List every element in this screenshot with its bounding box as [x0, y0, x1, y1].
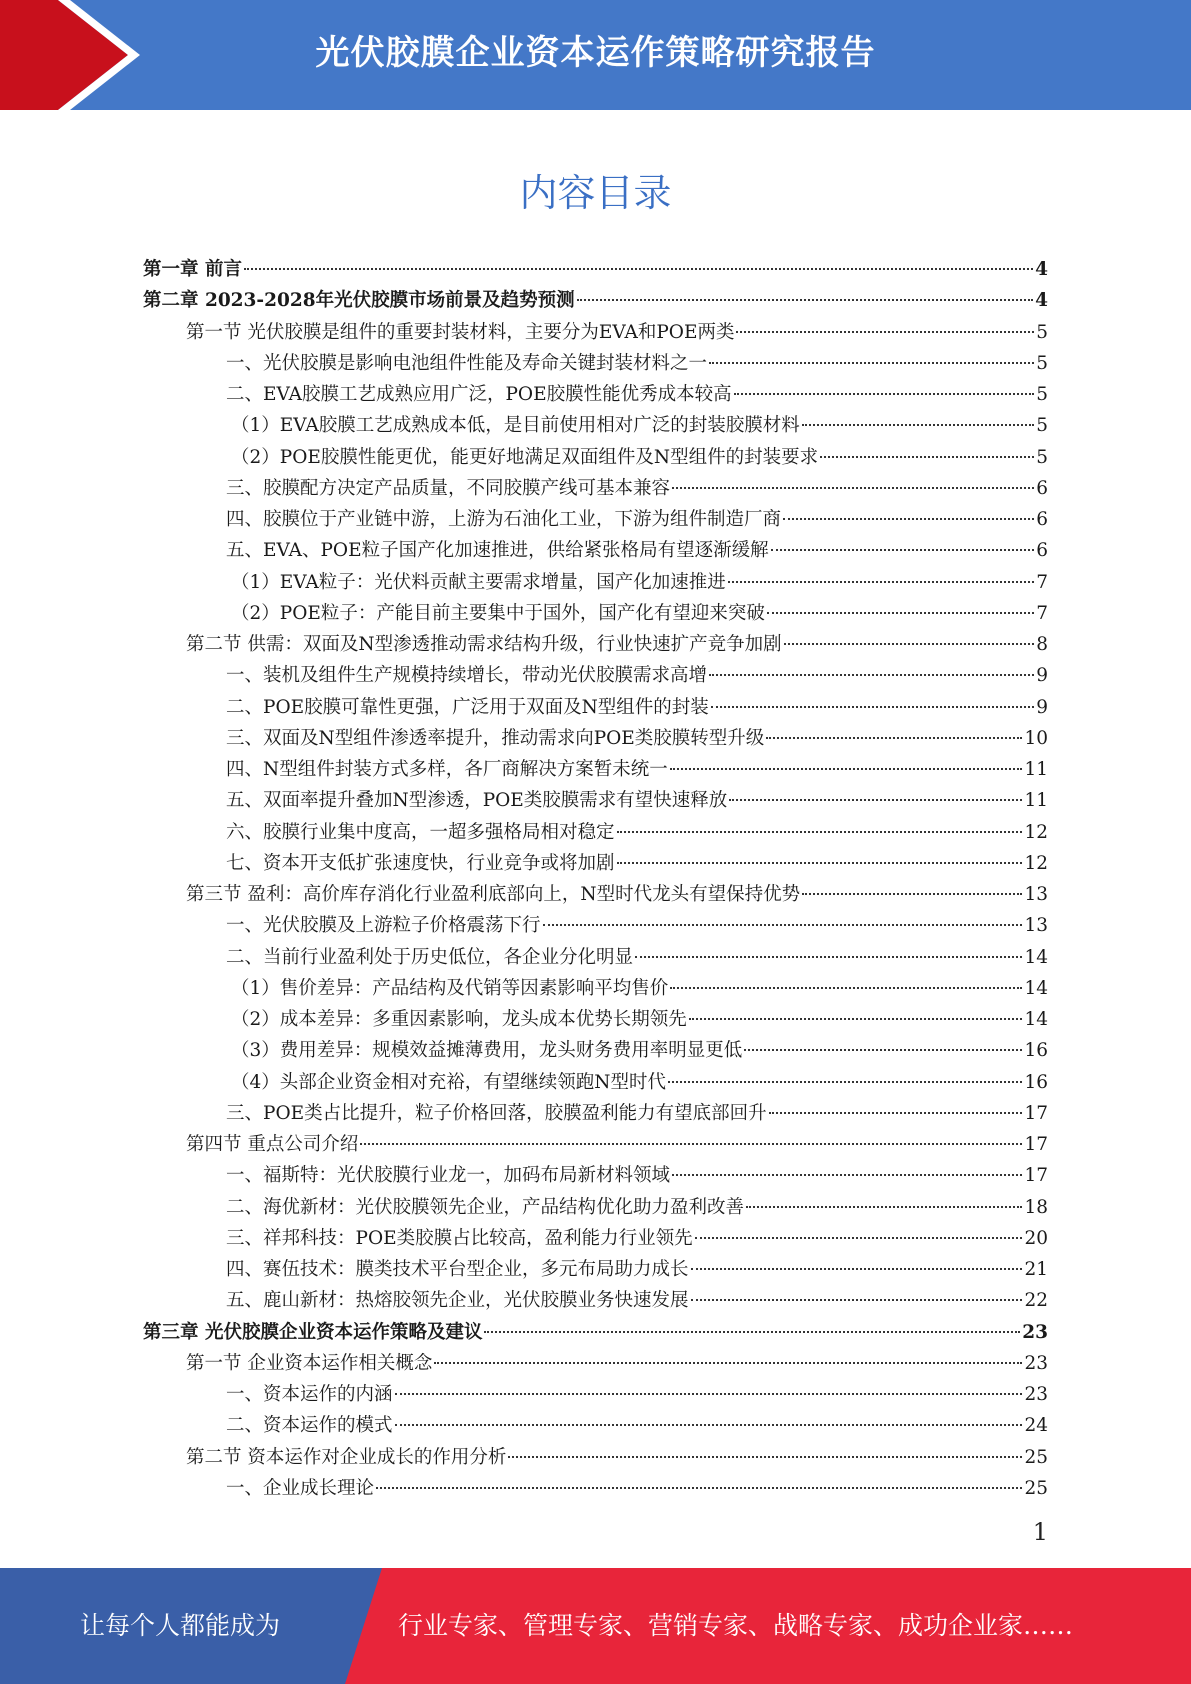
toc-entry[interactable] [143, 1285, 1048, 1316]
toc-entry[interactable] [143, 1004, 1048, 1035]
toc-dot-leader [668, 1081, 1022, 1083]
toc-entry-page: 8 [1036, 634, 1048, 655]
toc-dot-leader [691, 1268, 1023, 1270]
toc-entry-title: 四、N型组件封装方式多样，各厂商解决方案暂未统一 [226, 759, 668, 780]
toc-entry-page: 23 [1022, 1321, 1048, 1343]
toc-entry[interactable] [143, 504, 1048, 535]
toc-entry[interactable] [143, 598, 1048, 629]
toc-entry-page: 7 [1036, 602, 1048, 624]
toc-entry-title: 一、企业成长理论 [226, 1477, 375, 1499]
toc-entry-title: 第一章 前言 [143, 259, 242, 280]
toc-entry-title: 第四节 重点公司介绍 [186, 1134, 359, 1155]
toc-entry-page: 14 [1024, 977, 1048, 999]
toc-entry[interactable] [143, 942, 1048, 973]
toc-entry[interactable] [143, 1442, 1048, 1473]
toc-entry-title: 七、资本开支低扩张速度快，行业竞争或将加剧 [226, 852, 615, 874]
toc-entry-page: 14 [1024, 1009, 1048, 1030]
toc-entry[interactable] [143, 473, 1048, 504]
toc-entry-page: 10 [1024, 727, 1048, 749]
toc-dot-leader [434, 1362, 1022, 1364]
toc-entry[interactable] [143, 1223, 1048, 1254]
toc-dot-leader [691, 1299, 1023, 1301]
toc-entry-title: （2）POE粒子：产能目前主要集中于国外，国产化有望迎来突破 [231, 602, 765, 624]
toc-dot-leader [484, 1331, 1020, 1333]
toc-entry-title: （1）EVA粒子：光伏料贡献主要需求增量，国产化加速推进 [231, 571, 726, 593]
toc-dot-leader [744, 1049, 1022, 1051]
toc-entry[interactable] [143, 379, 1048, 410]
toc-entry-page: 18 [1024, 1196, 1048, 1218]
toc-dot-leader [577, 299, 1034, 301]
toc-dot-leader [783, 518, 1034, 520]
toc-entry-page: 12 [1024, 821, 1048, 843]
toc-entry-page: 5 [1036, 415, 1048, 437]
toc-entry-page: 5 [1036, 446, 1048, 468]
toc-dot-leader [771, 549, 1035, 551]
toc-dot-leader [543, 924, 1023, 926]
toc-entry-page: 17 [1024, 1165, 1048, 1187]
toc-entry[interactable] [143, 1348, 1048, 1379]
toc-entry-title: 二、EVA胶膜工艺成熟应用广泛，POE胶膜性能优秀成本较高 [226, 384, 732, 405]
toc-entry-title: 一、光伏胶膜及上游粒子价格震荡下行 [226, 915, 541, 937]
toc-entry-page: 5 [1036, 384, 1048, 405]
toc-entry-page: 23 [1024, 1384, 1048, 1405]
toc-entry-title: 三、POE类占比提升，粒子价格回落，胶膜盈利能力有望底部回升 [226, 1102, 767, 1124]
toc-dot-leader [729, 799, 1022, 801]
toc-entry[interactable] [143, 754, 1048, 785]
toc-dot-leader [635, 956, 1022, 958]
toc-entry-title: 二、POE胶膜可靠性更强，广泛用于双面及N型组件的封装 [226, 696, 709, 718]
toc-dot-leader [820, 456, 1034, 458]
toc-entry-title: 第一节 企业资本运作相关概念 [186, 1352, 433, 1374]
toc-entry[interactable] [143, 410, 1048, 441]
toc-entry-page: 24 [1024, 1415, 1048, 1437]
toc-entry[interactable] [143, 692, 1048, 723]
toc-entry-page: 16 [1024, 1040, 1048, 1062]
toc-dot-leader [689, 1018, 1023, 1020]
toc-entry[interactable] [143, 1254, 1048, 1285]
toc-entry[interactable] [143, 348, 1048, 379]
toc-entry[interactable] [143, 1473, 1048, 1504]
toc-entry-title: 第二节 资本运作对企业成长的作用分析 [186, 1446, 507, 1468]
toc-entry-page: 6 [1036, 509, 1048, 530]
toc-entry-page: 12 [1024, 852, 1048, 874]
toc-dot-leader [709, 362, 1034, 364]
toc-dot-leader [670, 987, 1022, 989]
footer-slogan-lead: 让每个人都能成为 [79, 1611, 280, 1640]
toc-dot-leader [709, 674, 1034, 676]
toc-entry-title: （1）EVA胶膜工艺成熟成本低，是目前使用相对广泛的封装胶膜材料 [231, 415, 800, 437]
toc-entry-title: 二、海优新材：光伏胶膜领先企业，产品结构优化助力盈利改善 [226, 1196, 745, 1218]
toc-dot-leader [672, 1174, 1022, 1176]
toc-entry[interactable] [143, 1067, 1048, 1098]
toc-entry-title: （3）费用差异：规模效益摊薄费用，龙头财务费用率明显更低 [231, 1040, 743, 1062]
toc-entry[interactable] [143, 1035, 1048, 1066]
toc-entry[interactable] [143, 1098, 1048, 1129]
toc-entry-page: 5 [1036, 321, 1048, 343]
toc-entry-title: 第二章 2023-2028年光伏胶膜市场前景及趋势预测 [143, 290, 575, 312]
toc-heading: 内容目录 [519, 171, 672, 215]
toc-entry-title: 第二节 供需：双面及N型渗透推动需求结构升级，行业快速扩产竞争加剧 [186, 634, 782, 655]
toc-entry-title: （1）售价差异：产品结构及代销等因素影响平均售价 [231, 977, 669, 999]
toc-dot-leader [766, 737, 1022, 739]
toc-dot-leader [802, 424, 1034, 426]
toc-entry-title: 第三章 光伏胶膜企业资本运作策略及建议 [143, 1321, 483, 1343]
toc-entry-page: 23 [1024, 1352, 1048, 1374]
toc-entry-page: 25 [1024, 1477, 1048, 1499]
toc-entry-title: 三、双面及N型组件渗透率提升，推动需求向POE类胶膜转型升级 [226, 727, 765, 749]
toc-entry[interactable] [143, 660, 1048, 691]
toc-entry[interactable] [143, 629, 1048, 660]
toc-dot-leader [617, 831, 1023, 833]
toc-entry-title: 第三节 盈利：高价库存消化行业盈利底部向上，N型时代龙头有望保持优势 [186, 884, 801, 905]
toc-dot-leader [395, 1424, 1023, 1426]
toc-entry-page: 21 [1024, 1259, 1048, 1280]
toc-entry-page: 17 [1024, 1102, 1048, 1124]
page-number: 1 [1032, 1518, 1048, 1546]
toc-entry[interactable] [143, 723, 1048, 754]
toc-dot-leader [672, 487, 1034, 489]
toc-entry-title: 五、鹿山新材：热熔胶领先企业，光伏胶膜业务快速发展 [226, 1290, 689, 1312]
toc-entry[interactable] [143, 1317, 1048, 1348]
toc-entry-title: 三、胶膜配方决定产品质量，不同胶膜产线可基本兼容 [226, 477, 671, 499]
toc-entry-title: （2）成本差异：多重因素影响，龙头成本优势长期领先 [231, 1009, 687, 1030]
table-of-contents [143, 254, 1048, 1504]
toc-dot-leader [802, 893, 1022, 895]
toc-dot-leader [244, 268, 1033, 270]
toc-entry[interactable] [143, 317, 1048, 348]
toc-entry[interactable] [143, 1192, 1048, 1223]
toc-entry-title: 一、资本运作的内涵 [226, 1384, 393, 1405]
toc-entry-title: 六、胶膜行业集中度高，一超多强格局相对稳定 [226, 821, 615, 843]
toc-entry-title: （2）POE胶膜性能更优，能更好地满足双面组件及N型组件的封装要求 [231, 446, 819, 468]
footer-banner [0, 1568, 1191, 1684]
toc-entry[interactable] [143, 848, 1048, 879]
toc-entry[interactable] [143, 1379, 1048, 1410]
toc-dot-leader [695, 1237, 1023, 1239]
toc-entry-title: 一、光伏胶膜是影响电池组件性能及寿命关键封装材料之一 [226, 352, 708, 374]
toc-entry-title: （4）头部企业资金相对充裕，有望继续领跑N型时代 [231, 1071, 666, 1093]
toc-entry-page: 22 [1024, 1290, 1048, 1312]
toc-dot-leader [769, 1112, 1023, 1114]
toc-entry-page: 14 [1024, 946, 1048, 968]
toc-dot-leader [767, 612, 1034, 614]
toc-dot-leader [746, 1206, 1022, 1208]
toc-entry[interactable] [143, 817, 1048, 848]
toc-entry-page: 11 [1024, 759, 1048, 780]
toc-dot-leader [728, 581, 1034, 583]
report-title: 光伏胶膜企业资本运作策略研究报告 [315, 33, 876, 73]
toc-entry[interactable] [143, 567, 1048, 598]
toc-dot-leader [784, 643, 1035, 645]
toc-entry-page: 13 [1024, 915, 1048, 937]
toc-entry-page: 5 [1036, 352, 1048, 374]
toc-entry-page: 6 [1036, 477, 1048, 499]
toc-entry-page: 9 [1036, 665, 1048, 687]
footer-slogan-roles: 行业专家、管理专家、营销专家、战略专家、成功企业家…… [398, 1611, 1074, 1640]
toc-entry[interactable] [143, 535, 1048, 566]
toc-entry-title: 五、双面率提升叠加N型渗透，POE类胶膜需求有望快速释放 [226, 790, 728, 812]
toc-dot-leader [360, 1143, 1022, 1145]
toc-dot-leader [395, 1393, 1023, 1395]
toc-entry-page: 6 [1036, 540, 1048, 562]
toc-dot-leader [736, 331, 1034, 333]
toc-entry[interactable] [143, 785, 1048, 816]
toc-entry-title: 四、胶膜位于产业链中游，上游为石油化工业，下游为组件制造厂商 [226, 509, 782, 530]
toc-entry-page: 4 [1035, 290, 1048, 312]
toc-entry[interactable] [143, 442, 1048, 473]
toc-entry-page: 20 [1024, 1227, 1048, 1249]
toc-entry-title: 一、福斯特：光伏胶膜行业龙一，加码布局新材料领域 [226, 1165, 671, 1187]
toc-entry[interactable] [143, 910, 1048, 941]
toc-entry[interactable] [143, 285, 1048, 316]
toc-entry-title: 一、装机及组件生产规模持续增长，带动光伏胶膜需求高增 [226, 665, 708, 687]
toc-entry-page: 7 [1036, 571, 1048, 593]
toc-dot-leader [508, 1456, 1022, 1458]
toc-dot-leader [734, 393, 1035, 395]
toc-entry-page: 9 [1036, 696, 1048, 718]
toc-entry-page: 17 [1024, 1134, 1048, 1155]
toc-dot-leader [617, 862, 1023, 864]
toc-entry-page: 25 [1024, 1446, 1048, 1468]
toc-entry-page: 13 [1024, 884, 1048, 905]
toc-entry[interactable] [143, 1129, 1048, 1160]
toc-dot-leader [711, 706, 1034, 708]
toc-entry-title: 二、资本运作的模式 [226, 1415, 393, 1437]
toc-entry[interactable] [143, 973, 1048, 1004]
toc-entry[interactable] [143, 254, 1048, 285]
toc-entry[interactable] [143, 879, 1048, 910]
toc-entry-title: 第一节 光伏胶膜是组件的重要封装材料，主要分为EVA和POE两类 [186, 321, 735, 343]
toc-entry-title: 二、当前行业盈利处于历史低位，各企业分化明显 [226, 946, 634, 968]
toc-entry-title: 五、EVA、POE粒子国产化加速推进，供给紧张格局有望逐渐缓解 [226, 540, 769, 562]
toc-dot-leader [376, 1487, 1022, 1489]
toc-entry-page: 16 [1024, 1071, 1048, 1093]
toc-entry-page: 11 [1024, 790, 1048, 812]
toc-dot-leader [670, 768, 1023, 770]
toc-entry-page: 4 [1035, 259, 1048, 280]
toc-entry-title: 四、赛伍技术：膜类技术平台型企业，多元布局助力成长 [226, 1259, 689, 1280]
toc-entry[interactable] [143, 1160, 1048, 1191]
header-banner [0, 0, 1191, 110]
toc-entry[interactable] [143, 1410, 1048, 1441]
toc-entry-title: 三、祥邦科技：POE类胶膜占比较高，盈利能力行业领先 [226, 1227, 693, 1249]
